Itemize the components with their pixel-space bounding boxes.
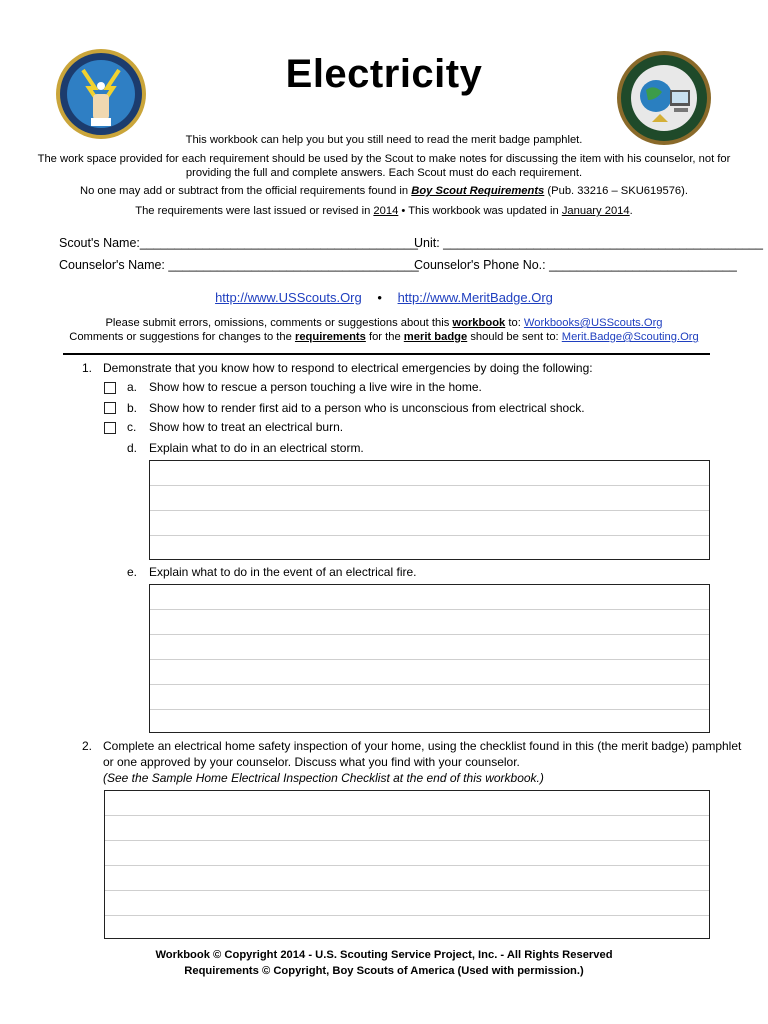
- req2-line-1: Complete an electrical home safety inspection of your home, using the checklist found in this (the merit badge) pamphlet: [103, 739, 742, 753]
- req1b-text: Show how to render first aid to a person who is unconscious from electrical shock.: [149, 401, 585, 415]
- ruled-line: [105, 865, 709, 866]
- ruled-line: [105, 840, 709, 841]
- ruled-line: [105, 890, 709, 891]
- website-links: [0, 290, 768, 305]
- scout-name-field[interactable]: Scout's Name:________________________________________: [59, 236, 418, 250]
- req2-line-3: (See the Sample Home Electrical Inspection Checklist at the end of this workbook.): [103, 771, 544, 785]
- counselor-name-field[interactable]: Counselor's Name: ____________________________________: [59, 258, 419, 272]
- req1d-answer-box[interactable]: [149, 460, 710, 560]
- meritbadge-link[interactable]: http://www.MeritBadge.Org: [397, 290, 553, 305]
- ruled-line: [105, 815, 709, 816]
- req1e-text: Explain what to do in the event of an electrical fire.: [149, 565, 417, 579]
- link-separator: •: [377, 290, 382, 305]
- req1c-text: Show how to treat an electrical burn.: [149, 420, 344, 434]
- ruled-line: [150, 510, 709, 511]
- ruled-line: [150, 634, 709, 635]
- req1a-letter: a.: [127, 380, 138, 394]
- intro-line-3: No one may add or subtract from the official requirements found in Boy Scout Requirements (Pub. 33216 – SKU619576).: [80, 185, 688, 197]
- req1d-letter: d.: [127, 441, 138, 455]
- req1-text: Demonstrate that you know how to respond to electrical emergencies by doing the following:: [103, 361, 593, 375]
- intro-line-4: The requirements were last issued or revised in 2014 • This workbook was updated in January 2014.: [135, 205, 633, 217]
- req1e-letter: e.: [127, 565, 138, 579]
- intro-line-2b: providing the full and complete answers. Each Scout must do each requirement.: [185, 167, 583, 179]
- req1b-letter: b.: [127, 401, 138, 415]
- intro-line-2a: The work space provided for each requirement should be used by the Scout to make notes for discussing the item with his counselor, not for: [37, 153, 731, 165]
- req1e-answer-box[interactable]: [149, 584, 710, 733]
- page-title: Electricity: [285, 52, 483, 96]
- req1c-checkbox[interactable]: [104, 422, 116, 434]
- req1a-checkbox[interactable]: [104, 382, 116, 394]
- ruled-line: [150, 709, 709, 710]
- intro-line-1: This workbook can help you but you still need to read the merit badge pamphlet.: [185, 134, 583, 146]
- ruled-line: [150, 609, 709, 610]
- req1c-letter: c.: [127, 420, 137, 434]
- header-divider: [63, 353, 710, 355]
- ruled-line: [150, 485, 709, 486]
- ruled-line: [150, 659, 709, 660]
- req1-number: 1.: [82, 361, 93, 375]
- req2-line-2: or one approved by your counselor. Discuss what you find with your counselor.: [103, 755, 520, 769]
- req1a-text: Show how to rescue a person touching a live wire in the home.: [149, 380, 482, 394]
- footer-copyright-2: Requirements © Copyright, Boy Scouts of America (Used with permission.): [184, 965, 584, 977]
- ruled-line: [150, 684, 709, 685]
- usscouts-link[interactable]: http://www.USScouts.Org: [215, 290, 362, 305]
- ruled-line: [150, 535, 709, 536]
- req2-answer-box[interactable]: [104, 790, 710, 939]
- counselor-phone-field[interactable]: Counselor's Phone No.: ___________________________: [414, 258, 737, 272]
- submit-line-1: Please submit errors, omissions, comments or suggestions about this workbook to: Workbooks@USScouts.Org: [105, 317, 663, 329]
- ruled-line: [105, 915, 709, 916]
- unit-field[interactable]: Unit: ______________________________________________: [414, 236, 763, 250]
- submit-line-2: Comments or suggestions for changes to the requirements for the merit badge should be sent to: Merit.Badge@Scouting.Org: [69, 331, 699, 343]
- meritbadge-email-link[interactable]: Merit.Badge@Scouting.Org: [561, 331, 699, 343]
- req1d-text: Explain what to do in an electrical storm.: [149, 441, 364, 455]
- workbooks-email-link[interactable]: Workbooks@USScouts.Org: [523, 317, 663, 329]
- req2-number: 2.: [82, 739, 93, 753]
- footer-copyright-1: Workbook © Copyright 2014 - U.S. Scouting Service Project, Inc. - All Rights Reserved: [155, 949, 613, 961]
- req1b-checkbox[interactable]: [104, 402, 116, 414]
